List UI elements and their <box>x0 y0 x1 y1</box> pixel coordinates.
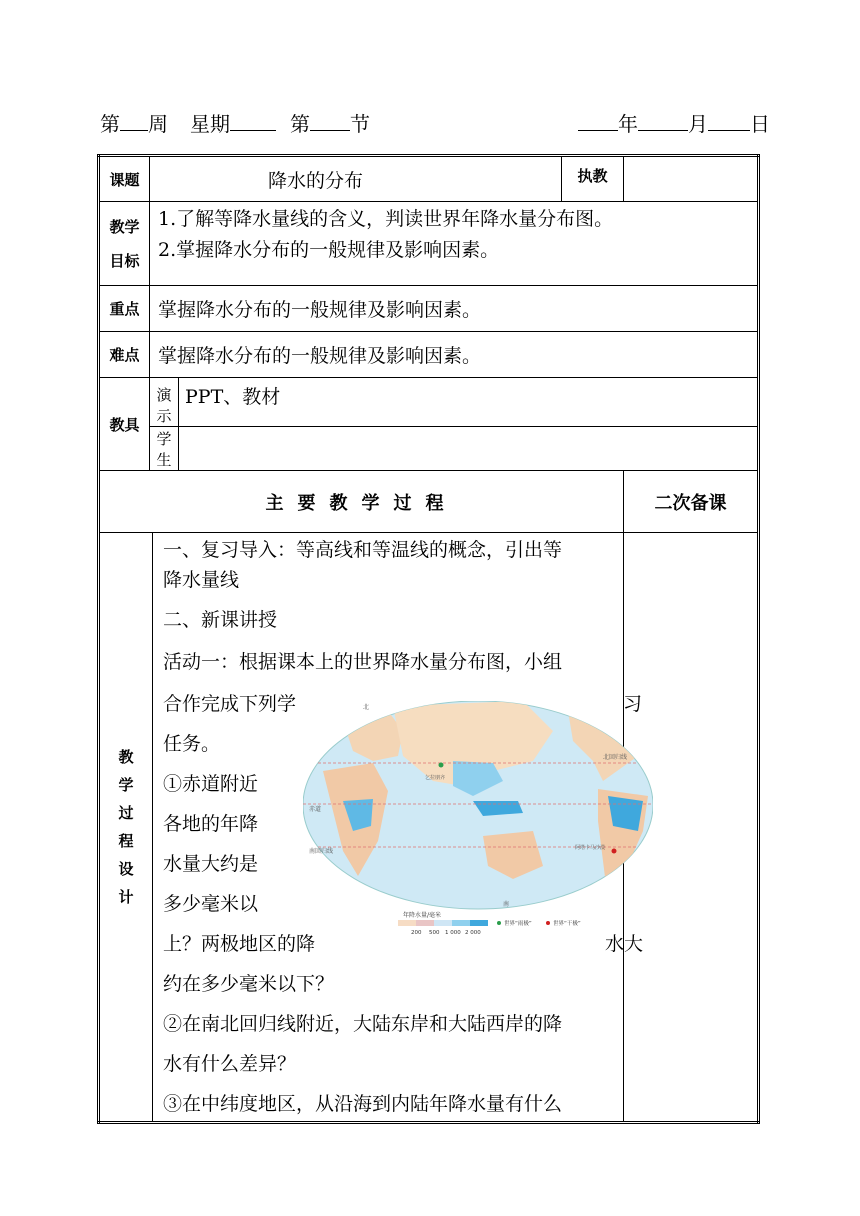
process-line: 多少毫米以 <box>163 893 259 915</box>
period-blank <box>310 112 350 131</box>
student-label: 学生 <box>150 427 179 471</box>
process-side-label: 教 学 过 程 设 计 <box>99 533 153 1123</box>
north-label: 北 <box>363 704 370 711</box>
process-line: 降水量线 <box>163 569 240 591</box>
legend-tick: 500 <box>429 930 440 936</box>
key-value: 掌握降水分布的一般规律及影响因素。 <box>150 286 759 332</box>
south-label: 南 <box>503 901 510 908</box>
process-line: ②在南北回归线附近，大陆东岸和大陆西岸的降 <box>163 1013 563 1035</box>
process-line: 习 <box>623 693 643 715</box>
driest-point-marker <box>612 849 617 854</box>
week-blank <box>120 112 148 131</box>
key-label: 重点 <box>99 286 150 332</box>
demo-label: 演示 <box>150 378 179 427</box>
period-field: 第 节 <box>290 112 370 136</box>
date-field: 年 月 日 <box>578 108 770 137</box>
year-blank <box>578 112 618 131</box>
difficulty-value: 掌握降水分布的一般规律及影响因素。 <box>150 332 759 378</box>
legend-driest-label: 世界“干极” <box>553 921 581 927</box>
wettest-point-marker <box>439 763 444 768</box>
goal-line-1: 1.了解等降水量线的含义，判读世界年降水量分布图。 <box>158 208 614 230</box>
process-line: 上？两极地区的降 <box>163 933 316 955</box>
legend-swatch <box>452 920 470 926</box>
demo-value: PPT、教材 <box>179 378 759 427</box>
process-line: 约在多少毫米以下？ <box>163 973 335 995</box>
student-value <box>179 427 759 471</box>
legend-tick: 200 <box>411 930 422 936</box>
world-precipitation-map <box>303 701 653 939</box>
map-svg <box>303 701 653 939</box>
process-line: 合作完成下列学 <box>163 693 297 715</box>
process-line: ③在中纬度地区，从沿海到内陆年降水量有什么 <box>163 1093 563 1115</box>
cherrapunji-label: 乞拉朋齐 <box>425 775 446 781</box>
process-line: 水量大约是 <box>163 853 259 875</box>
process-line: 活动一：根据课本上的世界降水量分布图，小组 <box>163 651 563 673</box>
difficulty-label: 难点 <box>99 332 150 378</box>
week-field: 第 周 <box>100 112 168 136</box>
lesson-header <box>0 108 860 140</box>
process-line: 水有什么差异？ <box>163 1053 297 1075</box>
teacher-label: 执教 <box>562 156 624 202</box>
goal-label: 教学 目标 <box>99 202 150 286</box>
process-title: 主要教学过程 <box>99 471 624 533</box>
process-line: 各地的年降 <box>163 813 259 835</box>
legend-swatch <box>470 920 488 926</box>
teacher-value <box>624 156 759 202</box>
process-line: 任务。 <box>163 733 221 755</box>
tropic-capricorn-label: 南回归线 <box>309 848 334 855</box>
legend-wettest-dot <box>497 921 501 925</box>
topic-label: 课题 <box>99 156 150 202</box>
second-prep-label: 二次备课 <box>624 471 759 533</box>
process-line: 二、新课讲授 <box>163 609 278 631</box>
equator-label: 赤道 <box>309 806 322 813</box>
legend-tick: 1 000 <box>445 930 461 936</box>
tropic-cancer-label: 北回归线 <box>603 754 628 761</box>
tools-label: 教具 <box>99 378 150 471</box>
process-content <box>153 533 644 1123</box>
amazon-wet-zone <box>608 796 643 831</box>
process-line: 一、复习导入：等高线和等温线的概念，引出等 <box>163 539 563 561</box>
process-line: ①赤道附近 <box>163 773 259 795</box>
topic-value: 降水的分布 <box>150 156 562 202</box>
legend-swatch <box>416 920 434 926</box>
legend-swatch <box>398 920 416 926</box>
process-line: 水大 <box>605 933 644 955</box>
legend-tick: 2 000 <box>465 930 481 936</box>
legend-swatch <box>434 920 452 926</box>
goal-value <box>150 202 759 286</box>
legend-driest-dot <box>546 921 550 925</box>
goal-line-2: 2.掌握降水分布的一般规律及影响因素。 <box>158 239 500 261</box>
legend-title: 年降水量/毫米 <box>403 912 442 919</box>
weekday-field: 星期 <box>190 108 276 137</box>
weekday-blank <box>230 112 276 131</box>
legend-wettest-label: 世界“雨极” <box>504 921 532 927</box>
month-blank <box>638 112 688 131</box>
atacama-label: 阿塔卡马沙漠 <box>575 845 606 851</box>
day-blank <box>708 112 750 131</box>
lesson-plan-table <box>97 154 760 1124</box>
